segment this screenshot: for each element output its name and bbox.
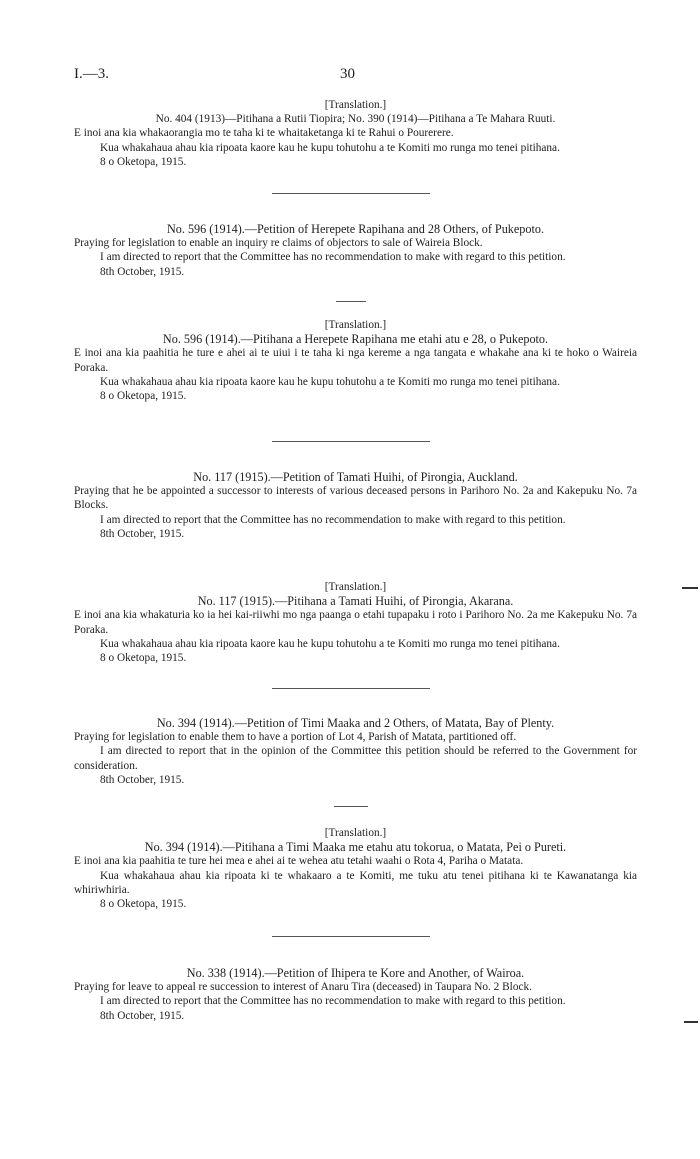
petition-report: I am directed to report that the Committee has no recommendation to make with regard to this petition. bbox=[100, 251, 566, 264]
page-reference: I.—3. bbox=[74, 66, 109, 82]
petition-entry bbox=[74, 222, 637, 279]
translation-label: [Translation.] bbox=[324, 581, 387, 593]
petition-report: I am directed to report that the Committee has no recommendation to make with regard to this petition. bbox=[100, 995, 566, 1008]
petition-title: No. 338 (1914).—Petition of Ihipera te Kore and Another, of Wairoa. bbox=[186, 966, 525, 980]
petition-date: 8 o Oketopa, 1915. bbox=[100, 390, 187, 403]
petition-entry bbox=[74, 966, 637, 1023]
petition-title: No. 596 (1914).—Petition of Herepete Rapihana and 28 Others, of Pukepoto. bbox=[166, 222, 545, 236]
petition-title: No. 596 (1914).—Pitihana a Herepete Rapihana me etahi atu e 28, o Pukepoto. bbox=[162, 332, 549, 347]
translation-label: [Translation.] bbox=[324, 827, 387, 839]
petition-title: No. 394 (1914).—Pitihana a Timi Maaka me etahu atu tokorua, o Matata, Pei o Pureti. bbox=[144, 840, 567, 855]
petition-prayer: E inoi ana kia whakaorangia mo te taha ki te whaitaketanga ki te Rahui o Pourerere. bbox=[74, 127, 454, 140]
petition-prayer: E inoi ana kia paahitia he ture e ahei ai te uiui i te taha ki nga kereme a nga tangata e whakahe ana ki te hoko o Waireia Poraka. bbox=[74, 347, 637, 374]
petition-date: 8th October, 1915. bbox=[100, 265, 185, 278]
petition-report: Kua whakahaua ahau kia ripoata kaore kau he kupu tohutohu a te Komiti mo runga mo tenei pitihana. bbox=[100, 375, 560, 388]
petition-prayer: E inoi ana kia whakaturia ko ia hei kai-riiwhi mo nga paanga o etahi tupapaku i roto i Parihoro No. 2a me Kakepuku No. 7a Poraka. bbox=[74, 609, 637, 636]
petition-date: 8th October, 1915. bbox=[100, 1009, 185, 1022]
section-divider bbox=[272, 936, 430, 937]
petition-title: No. 117 (1915).—Petition of Tamati Huihi, of Pirongia, Auckland. bbox=[193, 470, 518, 484]
petition-date: 8th October, 1915. bbox=[100, 773, 185, 786]
petition-report: I am directed to report that the Committee has no recommendation to make with regard to this petition. bbox=[100, 513, 566, 526]
petition-entry bbox=[74, 580, 637, 665]
margin-mark bbox=[684, 1021, 698, 1023]
petition-prayer: E inoi ana kia paahitia te ture hei mea e ahei ai te wehea atu tetahi waahi o Rota 4, Pariha o Matata. bbox=[74, 855, 524, 868]
petition-title: No. 117 (1915).—Pitihana a Tamati Huihi, of Pirongia, Akarana. bbox=[197, 594, 514, 609]
petition-entry bbox=[74, 470, 637, 541]
petition-prayer: Praying that he be appointed a successor to interests of various deceased persons in Parihoro No. 2a and Kakepuku No. 7a Blocks. bbox=[74, 485, 637, 512]
petition-report: Kua whakahaua ahau kia ripoata ki te whakaaro a te Komiti, me tuku atu tenei pitihana ki te Kawanatanga kia whiriwhiria. bbox=[74, 869, 637, 896]
petition-prayer: Praying for legislation to enable them to have a portion of Lot 4, Parish of Matata, partitioned off. bbox=[74, 731, 517, 744]
petition-entry bbox=[74, 98, 637, 169]
petition-title: No. 404 (1913)—Pitihana a Rutii Tiopira; No. 390 (1914)—Pitihana a Te Mahara Ruuti. bbox=[155, 113, 556, 126]
page-number: 30 bbox=[340, 66, 355, 82]
translation-label: [Translation.] bbox=[324, 319, 387, 331]
petition-prayer: Praying for legislation to enable an inquiry re claims of objectors to sale of Waireia Block. bbox=[74, 237, 483, 250]
petition-date: 8th October, 1915. bbox=[100, 527, 185, 540]
petition-prayer: Praying for leave to appeal re succession to interest of Anaru Tira (deceased) in Taupara No. 2 Block. bbox=[74, 981, 532, 994]
translation-label: [Translation.] bbox=[324, 99, 387, 111]
petition-date: 8 o Oketopa, 1915. bbox=[100, 652, 187, 665]
petition-title: No. 394 (1914).—Petition of Timi Maaka and 2 Others, of Matata, Bay of Plenty. bbox=[156, 716, 555, 730]
section-divider bbox=[336, 301, 366, 302]
petition-date: 8 o Oketopa, 1915. bbox=[100, 898, 187, 911]
section-divider bbox=[272, 441, 430, 442]
petition-entry bbox=[74, 318, 637, 403]
petition-date: 8 o Oketopa, 1915. bbox=[100, 155, 187, 168]
petition-entry bbox=[74, 826, 637, 911]
section-divider bbox=[272, 688, 430, 689]
petition-report: Kua whakahaua ahau kia ripoata kaore kau he kupu tohutohu a te Komiti mo runga mo tenei pitihana. bbox=[100, 637, 560, 650]
petition-entry bbox=[74, 716, 637, 787]
margin-mark bbox=[682, 587, 698, 589]
petition-report: I am directed to report that in the opinion of the Committee this petition should be referred to the Government for consideration. bbox=[74, 745, 637, 772]
section-divider bbox=[272, 193, 430, 194]
section-divider bbox=[334, 806, 368, 807]
petition-report: Kua whakahaua ahau kia ripoata kaore kau he kupu tohutohu a te Komiti mo runga mo tenei pitihana. bbox=[100, 141, 560, 154]
